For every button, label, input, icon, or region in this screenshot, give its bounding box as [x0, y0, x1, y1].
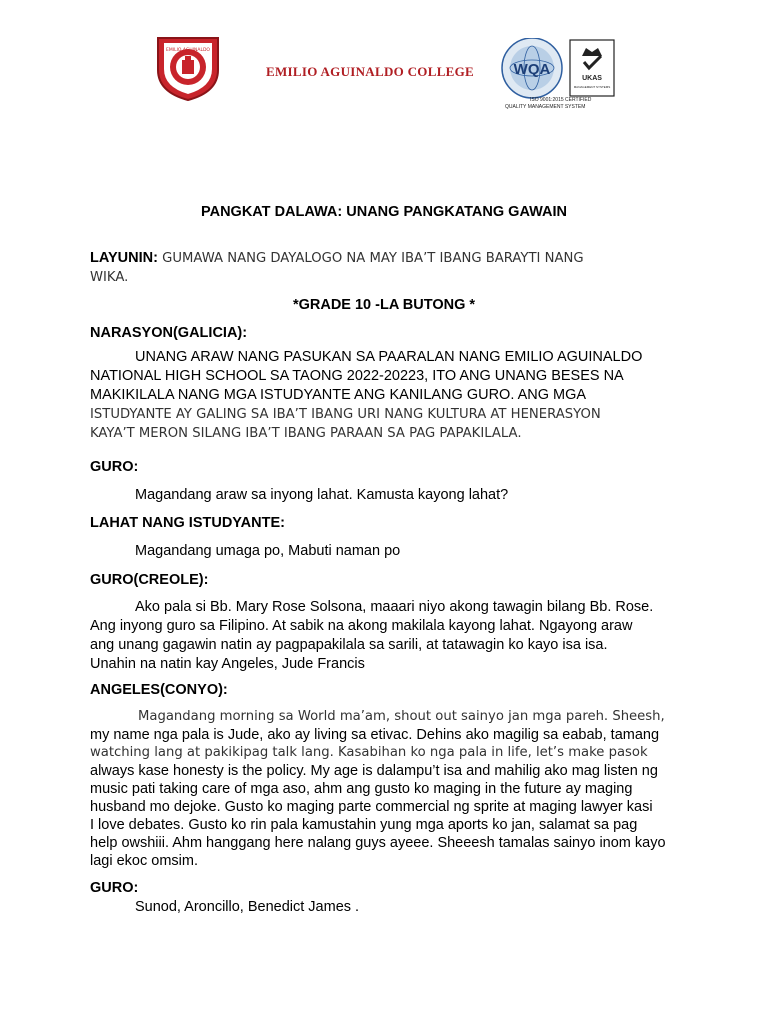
speaker-narasyon: NARASYON(GALICIA): [90, 325, 248, 341]
iso-line-1: ISO 9001:2015 CERTIFIED [530, 97, 592, 103]
narasyon-paragraph [90, 348, 650, 443]
narasyon-line: KAYA’T MERON SILANG IBA’T IBANG PARAAN SA PAG PAPAKILALA. [90, 426, 522, 441]
ukas-label: UKAS [582, 75, 602, 82]
wqa-logo-text: WQA [513, 61, 551, 78]
seal-text-top: EMILIO AGUINALDO [166, 48, 210, 53]
iso-line-2: QUALITY MANAGEMENT SYSTEM [505, 104, 586, 110]
angeles-line: music pati taking care of mga aso, ahm ang gusto ko maging in the future ay maging [90, 781, 633, 797]
guro-creole-line: Ako pala si Bb. Mary Rose Solsona, maaari niyo akong tawagin bilang Bb. Rose. [135, 599, 654, 615]
speaker-guro-2: GURO: [90, 880, 139, 896]
angeles-paragraph [90, 708, 666, 870]
college-name: EMILIO AGUINALDO COLLEGE [266, 64, 475, 79]
guro-line: Magandang araw sa inyong lahat. Kamusta kayong lahat? [135, 487, 509, 503]
college-seal-icon [152, 32, 224, 102]
angeles-line: husband mo dejoke. Gusto ko maging parte commercial ng sprite at maging lawyer kasi [90, 799, 653, 815]
guro-creole-line: Unahin na natin kay Angeles, Jude Francis [90, 656, 365, 672]
guro-creole-line: ang unang gagawin natin ay pagpapakilala sa sarili, at tatawagin ko kayo isa isa. [90, 637, 608, 653]
layunin-label: LAYUNIN: [90, 250, 158, 266]
speaker-guro: GURO: [90, 459, 139, 475]
angeles-line: help owshiii. Ahm hanggang here nalang guys ayeee. Sheeesh tamalas sainyo inom kayo [90, 835, 666, 851]
seal-text-bottom: COLLEGE [177, 86, 199, 91]
narasyon-line: MAKIKILALA NANG MGA ISTUDYANTE ANG KANILANG GURO. ANG MGA [90, 387, 587, 403]
guro-creole-paragraph [90, 598, 654, 674]
angeles-line: always kase honesty is the policy. My age is dalampu’t isa and mahilig ako mag listen ng [90, 763, 658, 779]
speaker-lahat: LAHAT NANG ISTUDYANTE: [90, 515, 285, 531]
layunin-text: GUMAWA NANG DAYALOGO NA MAY IBA’T IBANG BARAYTI NANG [157, 251, 584, 266]
ukas-sub: MANAGEMENT SYSTEMS [573, 85, 611, 89]
lahat-line: Magandang umaga po, Mabuti naman po [135, 543, 401, 559]
narasyon-line: NATIONAL HIGH SCHOOL SA TAONG 2022-20223, ITO ANG UNANG BESES NA [90, 368, 624, 384]
speaker-angeles: ANGELES(CONYO): [90, 682, 228, 698]
angeles-line: I love debates. Gusto ko rin pala kamustahin yung mga aports ko jan, salamat sa pag [90, 817, 638, 833]
seal-year: 1957 [183, 75, 193, 79]
document-title: PANGKAT DALAWA: UNANG PANGKATANG GAWAIN [201, 204, 567, 220]
layunin-text-cont: WIKA. [90, 270, 129, 285]
angeles-line: my name nga pala is Jude, ako ay living sa etivac. Dehins ako magilig sa eabab, tamang [90, 727, 660, 743]
angeles-line: lagi ekoc omsim. [90, 853, 198, 869]
angeles-line: watching lang at pakikipag talk lang. Kasabihan ko nga pala in life, let’s make pasok [90, 745, 648, 760]
narasyon-line: UNANG ARAW NANG PASUKAN SA PAARALAN NANG EMILIO AGUINALDO [135, 349, 643, 365]
page-header [0, 0, 768, 130]
guro-creole-line: Ang inyong guro sa Filipino. At sabik na akong makilala kayong lahat. Ngayong araw [90, 618, 633, 634]
angeles-line: Magandang morning sa World ma’am, shout out sainyo jan mga pareh. Sheesh, [138, 709, 665, 724]
guro-2-line: Sunod, Aroncillo, Benedict James . [135, 899, 360, 915]
narasyon-line: ISTUDYANTE AY GALING SA IBA’T IBANG URI NANG KULTURA AT HENERASYON [90, 407, 601, 422]
grade-heading: *GRADE 10 -LA BUTONG * [292, 297, 476, 313]
layunin-line [90, 249, 584, 268]
speaker-guro-creole: GURO(CREOLE): [90, 572, 209, 588]
